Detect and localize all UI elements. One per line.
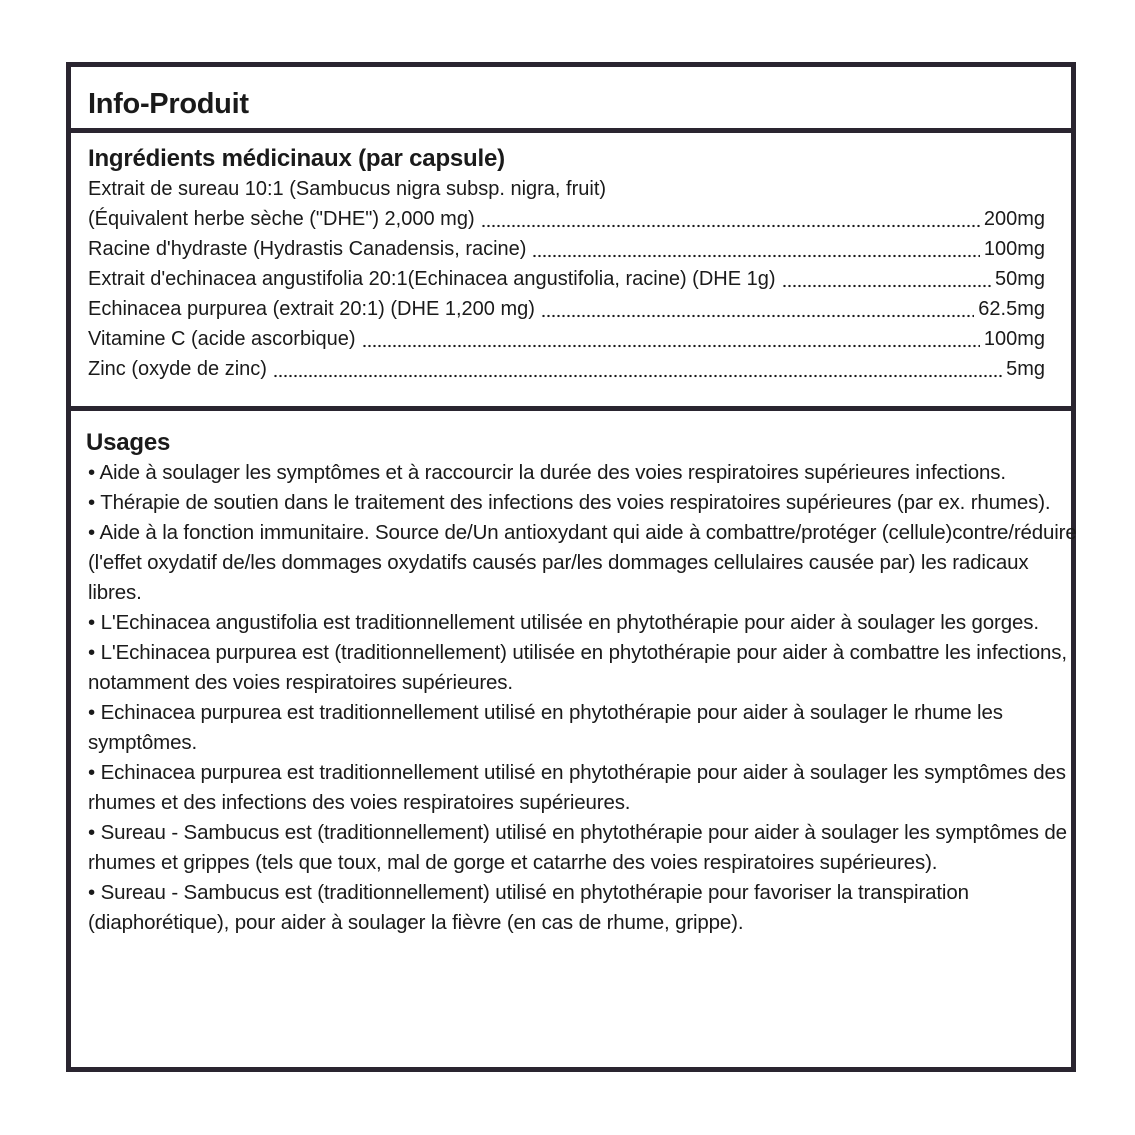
usage-text: L'Echinacea angustifolia est traditionnellement utilisée en phytothérapie pour aider à soulager les gorges. (100, 611, 1039, 634)
bullet-icon: • (88, 761, 96, 784)
ingredient-amount: 50mg (994, 268, 1045, 290)
bullet-icon: • (88, 461, 96, 484)
bullet-icon: • (88, 521, 96, 544)
ingredient-amount: 62.5mg (978, 298, 1045, 320)
usages-heading: Usages (86, 429, 171, 456)
dot-leader (273, 358, 1002, 378)
usage-text: Echinacea purpurea est traditionnellement utilisé en phytothérapie pour aider à soulager les symptômes des rhumes et des infections des voies respiratoires supérieures. (88, 761, 1066, 814)
usage-item (86, 518, 1086, 608)
panel-title: Info-Produit (88, 88, 249, 120)
dot-leader (532, 238, 979, 258)
usage-text: Aide à soulager les symptômes et à raccourcir la durée des voies respiratoires supérieures infections. (99, 461, 1006, 484)
ingredients-heading: Ingrédients médicinaux (par capsule) (88, 145, 505, 172)
bullet-icon: • (88, 701, 96, 724)
title-section (71, 67, 1071, 133)
ingredient-amount: 200mg (983, 208, 1045, 230)
ingredient-row (88, 354, 1045, 384)
usages-list (86, 458, 1086, 938)
bullet-icon: • (88, 491, 96, 514)
usage-item (86, 818, 1086, 878)
dot-leader (541, 298, 974, 318)
ingredients-body (88, 144, 1045, 384)
product-info-panel (66, 62, 1076, 1072)
usage-text: Echinacea purpurea est traditionnellement utilisé en phytothérapie pour aider à soulager le rhume les symptômes. (88, 701, 1003, 754)
ingredient-name: Zinc (oxyde de zinc) (88, 358, 267, 380)
usage-text: Thérapie de soutien dans le traitement des infections des voies respiratoires supérieures (par ex. rhumes). (100, 491, 1051, 514)
usage-text: L'Echinacea purpurea est (traditionnellement) utilisée en phytothérapie pour aider à combattre les infections, notamment des voies respiratoires supérieures. (88, 641, 1067, 694)
ingredient-intro-line: Extrait de sureau 10:1 (Sambucus nigra subsp. nigra, fruit) (88, 178, 607, 200)
dot-leader (481, 208, 980, 228)
ingredient-row (88, 294, 1045, 324)
ingredient-row (88, 264, 1045, 294)
ingredient-row (88, 234, 1045, 264)
usage-item (86, 638, 1086, 698)
usages-section (71, 416, 1077, 1067)
dot-leader (782, 268, 991, 288)
bullet-icon: • (88, 821, 96, 844)
usage-item (86, 608, 1086, 638)
usage-item (86, 698, 1086, 758)
ingredient-list (88, 204, 1045, 384)
usage-item (86, 488, 1086, 518)
usage-text: Aide à la fonction immunitaire. Source de/Un antioxydant qui aide à combattre/protéger (cellule)contre/réduire (l'effet oxydatif de/les dommages oxydatifs causés par/les dommages cellulaires causée par) les radicaux libres. (88, 521, 1077, 604)
usage-text: Sureau - Sambucus est (traditionnellement) utilisé en phytothérapie pour favoriser la transpiration (diaphorétique), pour aider à soulager la fièvre (en cas de rhume, grippe). (88, 881, 969, 934)
ingredient-name: (Équivalent herbe sèche ("DHE") 2,000 mg) (88, 208, 475, 230)
dot-leader (362, 328, 980, 348)
usage-text: Sureau - Sambucus est (traditionnellement) utilisé en phytothérapie pour aider à soulager les symptômes de rhumes et grippes (tels que toux, mal de gorge et catarrhe des voies respiratoires supérieures). (88, 821, 1067, 874)
ingredient-name: Extrait d'echinacea angustifolia 20:1(Echinacea angustifolia, racine) (DHE 1g) (88, 268, 776, 290)
bullet-icon: • (88, 881, 96, 904)
ingredients-section (71, 138, 1071, 411)
ingredient-amount: 100mg (983, 328, 1045, 350)
ingredient-amount: 100mg (983, 238, 1045, 260)
usage-item (86, 458, 1086, 488)
ingredient-row (88, 204, 1045, 234)
ingredient-name: Echinacea purpurea (extrait 20:1) (DHE 1,200 mg) (88, 298, 535, 320)
usage-item (86, 758, 1086, 818)
ingredient-row (88, 324, 1045, 354)
ingredient-name: Vitamine C (acide ascorbique) (88, 328, 356, 350)
ingredient-amount: 5mg (1006, 358, 1045, 380)
bullet-icon: • (88, 611, 96, 634)
usage-item (86, 878, 1086, 938)
bullet-icon: • (88, 641, 96, 664)
ingredient-name: Racine d'hydraste (Hydrastis Canadensis, racine) (88, 238, 527, 260)
usages-body (86, 428, 1077, 938)
